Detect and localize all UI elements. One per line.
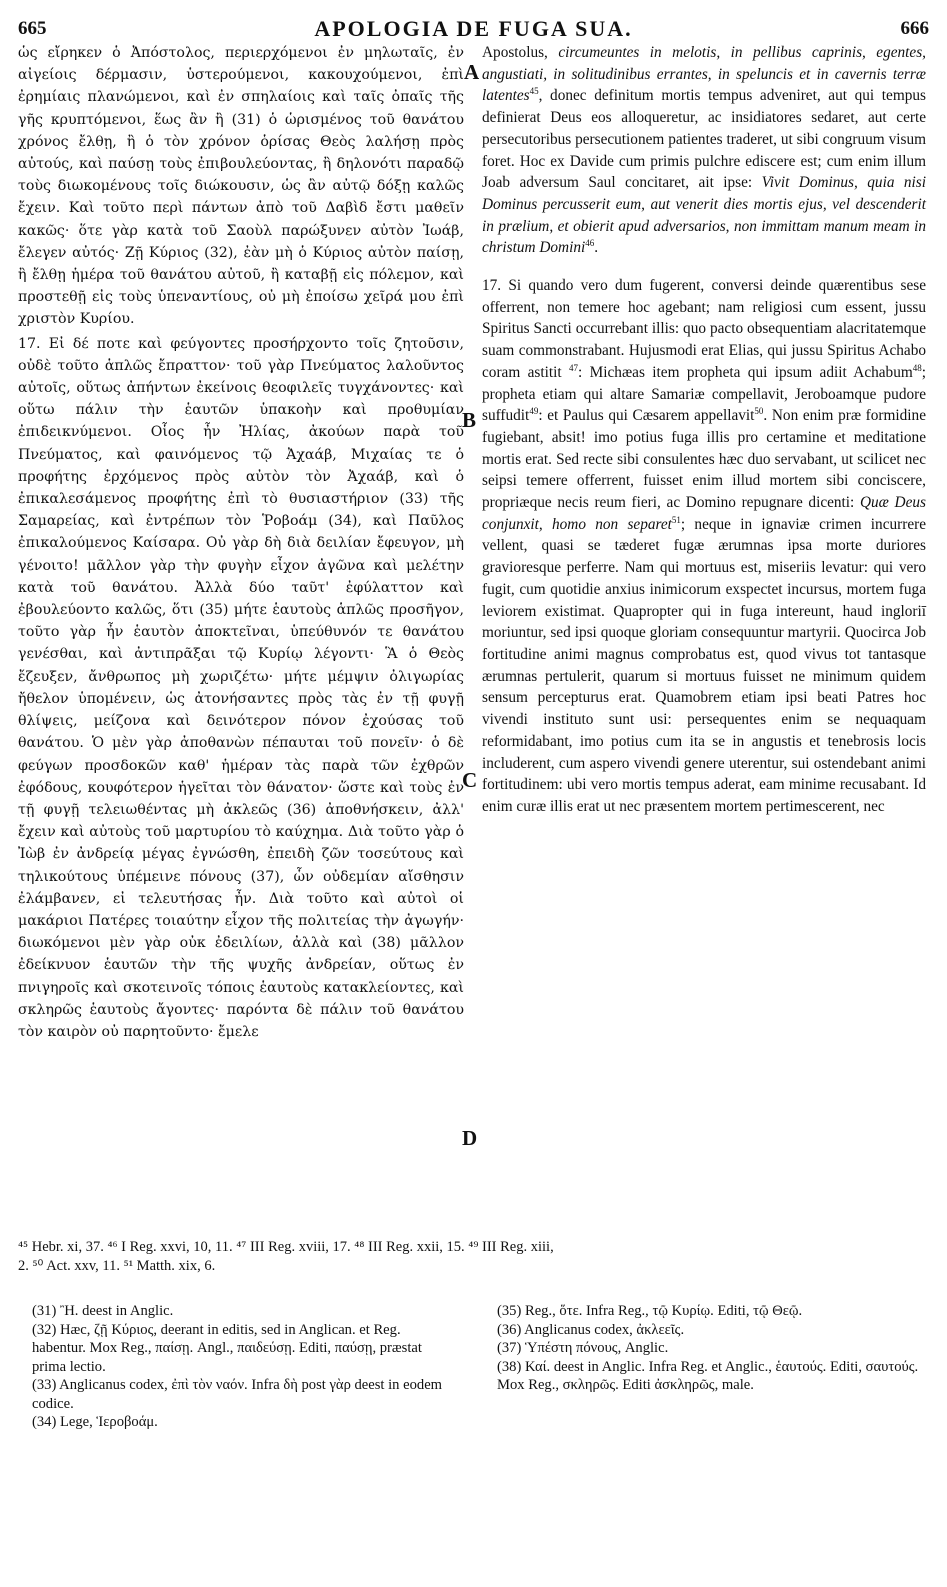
latin-p2-note-47: 47 — [569, 362, 579, 373]
left-page-number: 665 — [18, 18, 47, 39]
footnotes-left — [32, 1302, 457, 1432]
latin-paragraph-1 — [482, 42, 926, 259]
margin-marker-a: A — [464, 60, 480, 84]
footnote-37: (37) Ὑπέστη πόνους, Anglic. — [497, 1340, 669, 1356]
scripture-references — [18, 1238, 926, 1276]
latin-p2-e: . Non enim præ formidine fugiebant, absit! imo potius fuga illis pro certamine et meditatione mortis erat. Sed recte sibi consulentes hæc duo servabant, ut scilicet nec seipsi temere offerrent, fuisset enim illud mortem sibi conciscere, propriæque necis reum fieri, ac Domino repugnare dicenti: — [482, 407, 926, 512]
scripture-references-line-1: ⁴⁵ Hebr. xi, 37. ⁴⁶ I Reg. xxvi, 10, 11. ⁴⁷ III Reg. xviii, 17. ⁴⁸ III Reg. xxii, 15. ⁴⁹ III Reg. xiii, — [18, 1239, 554, 1255]
footnote-36: (36) Anglicanus codex, ἀκλεεῖς. — [497, 1321, 685, 1338]
latin-column — [482, 42, 926, 818]
footnote-34: (34) Lege, Ἱεροβοάμ. — [32, 1414, 158, 1430]
scripture-references-line-2: 2. ⁵⁰ Act. xxv, 11. ⁵¹ Matth. xix, 6. — [18, 1258, 216, 1274]
latin-p2-note-50: 50 — [754, 406, 764, 417]
right-page-number: 666 — [900, 18, 929, 39]
greek-paragraph-2: 17. Εἰ δέ ποτε καὶ φεύγοντες προσήρχοντο τοῖς ζητοῦσιν, οὐδὲ τοῦτο ἁπλῶς ἔπραττον· τοῦ γὰρ Πνεύματος λαλοῦντος αὐτοῖς, οὕτως ἀπήντων ἐκείνοις θεοφιλεῖς τυγχάνοντες· καὶ οὕτω πάλιν τὴν ἑαυτῶν ὑπακοὴν καὶ προθυμίαν ἐπιδεικνύμενοι. Οἷος ἦν Ἠλίας, ἀκούων παρὰ τοῦ Πνεύματος, καὶ φαινόμενος τῷ Ἀχαάβ, Μιχαίας τε ὁ προφήτης ἐρχόμενος πρὸς αὐτὸν τὸν Ἀχαάβ, καὶ ὁ ἐπικαλεσάμενος προφήτης ἐπὶ τὸ θυσιαστήριον (33) τῆς Σαμαρείας, καὶ ἐντρέπων τὸν Ῥοβοάμ (34), καὶ Παῦλος ἐπικαλούμενος Καίσαρα. Οὐ γὰρ δὴ διὰ δειλίαν ἔφευγον, μὴ γένοιτο! μᾶλλον γὰρ τὴν φυγὴν εἶχον ἀγῶνα καὶ μελέτην κατὰ τοῦ θανάτου. Ἀλλὰ δύο ταῦτ' ἐφύλαττον καὶ ἐβουλεύοντο καλῶς, ὅτι (35) μήτε ἑαυτοὺς ἁπλῶς προσῆγον, τοῦτο γὰρ ἦν ἑαυτὸν ἀποκτεῖναι, ὑπεύθυνόν τε θανάτου γενέσθαι, καὶ ἀντιπρᾶξαι τῷ Κυρίῳ λέγοντι· Ἃ ὁ Θεὸς ἔζευξεν, ἄνθρωπος μὴ χωριζέτω· μήτε μέμψιν ὀλιγωρίας ἤθελον ὑπομένειν, ὡς ἀτονήσαντες πρὸς τὰς ἐν τῇ φυγῇ θλίψεις, μείζονα καὶ δεινότερον πόνον ἐχούσας τοῦ θανάτου. Ὁ μὲν γὰρ ἀποθανὼν πέπαυται τοῦ πονεῖν· ὁ δὲ φεύγων προσδοκῶν καθ' ἡμέραν τὰς παρὰ τῶν ἐχθρῶν ἐφόδους, κουφότερον ἡγεῖται τὸν θάνατον· ὥστε καὶ τοὺς ἐν τῇ φυγῇ τελειωθέντας μὴ ἀκλεῶς (36) ἀποθνήσκειν, ἀλλ' ἔχειν καὶ αὐτοὺς τοῦ μαρτυρίου τὸ καύχημα. Διὰ τοῦτο γὰρ ὁ Ἰὼβ ἐν ἀνδρείᾳ μέγας ἐγνώσθη, ἐπειδὴ ζῶν τοσεύτους καὶ τηλικούτους ὑπέμεινε πόνους (37), ὧν οὐδεμίαν αἴσθησιν ἐλάμβανεν, εἰ τελευτήσας ἦν. Διὰ τοῦτο καὶ αὐτοὶ οἱ μακάριοι Πατέρες τοιαύτην εἶχον τῆς πολιτείας τὴν ἀγωγήν· διωκόμενοι μὲν γὰρ οὐκ ἐδειλίων, ἀλλὰ καὶ (38) μᾶλλον ἐδείκνυον ἑαυτῶν τὴν τῆς ψυχῆς ἀνδρείαν, οὕτως ἐν πνιγηροῖς καὶ σκοτεινοῖς τόποις ἑαυτοὺς κατακλείοντες, καὶ σκληρῶς ἑαυτοὺς ἄγοντες· παρόντα δὲ πάλιν τοῦ θανάτου τὸν καιρὸν οὐ παρητοῦντο· ἔμελε — [18, 335, 464, 1040]
footnote-35: (35) Reg., ὅτε. Infra Reg., τῷ Κυρίῳ. Editi, τῷ Θεῷ. — [497, 1303, 803, 1319]
latin-p2-quote: Quæ Deus conjunxit, homo non separet — [482, 494, 926, 533]
footnote-32: (32) Hæc, ζῇ Κύριος, deerant in editis, sed in Anglican. et Reg. habentur. Mox Reg., παίσῃ. Angl., παιδεύσῃ. Editi, παύσῃ, præstat prima lectio. — [32, 1321, 422, 1375]
latin-p2-a: 17. Si quando vero dum fugerent, conversi deinde quærentibus sese offerrent, non temere hoc agebant; nam religiosi cum essent, jussu Spiritus Sancti occurrebant illis: quo pacto obsequentiam alacritatemque suam commonstrabant. Hujusmodi erat Elias, qui jussu Spiritus Achabo coram astitit — [482, 277, 926, 381]
footnote-38: (38) Καί. deest in Anglic. Infra Reg. et Anglic., ἑαυτούς. Editi, σαυτούς. Mox Reg., σκληρῶς. Editi ἀσκληρῶς, male. — [497, 1358, 919, 1393]
latin-p2-note-49: 49 — [529, 406, 539, 417]
latin-p1-e: . — [594, 239, 599, 257]
page-header — [18, 14, 929, 44]
footnote-31: (31) Ἢ. deest in Anglic. — [32, 1303, 174, 1319]
latin-p2-d: : et Paulus qui Cæsarem appellavit — [538, 407, 755, 425]
margin-marker-c: C — [462, 768, 478, 792]
greek-paragraph-1: ὡς εἴρηκεν ὁ Ἀπόστολος, περιερχόμενοι ἐν μηλωταῖς, ἐν αἰγείοις δέρμασιν, ὑστερούμενοι, κακουχούμενοι, ἐπὶ ἐρημίαις πλανώμενοι, καὶ ἐν σπηλαίοις καὶ ταῖς ὀπαῖς τῆς γῆς κρυπτόμενοι, ἕως ἂν ἢ (31) ὁ ὡρισμένος τοῦ θανάτου χρόνος ἔλθῃ, ἢ ὁ τὸν χρόνον ὁρίσας Θεὸς λαλήσῃ πρὸς αὐτούς, καὶ παύσῃ τοὺς ἐπιβουλεύοντας, ἢ δηλονότι παραδῷ τοὺς διωκομένους τοῖς διώκουσιν, ὡς ἂν αὐτῷ δόξῃ καλῶς ἔχειν. Καὶ τοῦτο περὶ πάντων ἀπὸ τοῦ Δαβὶδ ἔστι μαθεῖν κακῶς· ὅτε γὰρ κατὰ τοῦ Σαοὺλ παρώξυνεν αὐτὸν Ἰωάβ, ἔλεγεν αὐτός· Ζῇ Κύριος (32), ἐὰν μὴ ὁ Κύριος αὐτὸν παίσῃ, ἢ ἔλθῃ ἡμέρα τοῦ θανάτου αὐτοῦ, ἢ καταβῇ εἰς πόλεμον, καὶ προστεθῇ εἰς τοὺς ὑπεναντίους, οὐ μὴ ἐποίσω χεῖρά μου ἐπὶ χριστὸν Κυρίου. — [18, 45, 464, 328]
latin-p2-g: ; neque in ignaviæ crimen incurrere vellent, quasi se tæderet fugæ ærumnas ipsa morte duriores gravioresque perferre. Nam qui mortuus est, miseriis levatur: qui vero fugit, cum quotidie anxius inimicorum exspectet incursus, mortem fuga leviorem existimat. Quapropter qui in fuga intereunt, haud ingloriī moriuntur, sed ipsi quoque gloriam consequuntur martyrii. Quocirca Job fortitudine animi magnus comprobatus est, quod vivus tot tantasque ærumnas pertulerit, quarum si mortuus fuisset ne minimum quidem sensum percepturus erat. Quamobrem etiam ipsi beati Patres hoc vivendi instituto sunt usi: persequentes enim se nequaquam reformidabant, imo potius cum ita se in angustis et tenebrosis locis includerent, cum aspero vivendi genere uterentur, sui ostendebant animi fortitudinem: ubi vero mortis tempus aderat, eam minime recusabant. Id enim curæ illis erat ut nec præsentem mortem pertimescerent, nec — [482, 515, 926, 815]
latin-p1-a: Apostolus, — [482, 44, 559, 61]
latin-p1-note-45: 45 — [529, 86, 539, 97]
latin-p2-note-51: 51 — [671, 514, 681, 525]
latin-p2-note-48: 48 — [912, 362, 922, 373]
latin-p1-note-46: 46 — [585, 238, 595, 249]
greek-column — [18, 42, 464, 1043]
footnote-33: (33) Anglicanus codex, ἐπὶ τὸν ναόν. Infra δὴ post γὰρ deest in eodem codice. — [32, 1377, 443, 1412]
running-title: APOLOGIA DE FUGA SUA. — [314, 16, 633, 41]
latin-p1-quote-2: Vivit Dominus, quia nisi Dominus percusserit eum, aut venerit dies mortis ejus, vel descenderit in prælium, et obierit apud adversarios, non immittam manum meam in christum Domini — [482, 174, 926, 257]
footnotes-right — [497, 1302, 922, 1395]
latin-p1-c: , donec definitum mortis tempus adveniret, aut qui tempus definierat Deus eos alloqueretur, ac insidiatores sedaret, aut certe persecutoribus persecutionem patientes traderet, ut sibi congruum visum foret. Hoc ex Davide cum primis pulchre ediscere est; cum enim illum Joab adversum Saul concitaret, ait ipse: — [482, 87, 926, 192]
latin-p2-b: : Michæas item propheta qui ipsum adiit Achabum — [578, 363, 913, 381]
margin-marker-b: B — [462, 408, 477, 432]
latin-p2-c: ; propheta etiam qui altare Samariæ compellavit, Jeroboamque pudore suffudit — [482, 363, 926, 425]
margin-marker-d: D — [462, 1126, 478, 1150]
latin-paragraph-2 — [482, 275, 926, 818]
latin-p1-quote: circumeuntes in melotis, in pellibus caprinis, egentes, angustiati, in solitudinibus errantes, in speluncis et in cavernis terræ latentes — [482, 44, 926, 105]
